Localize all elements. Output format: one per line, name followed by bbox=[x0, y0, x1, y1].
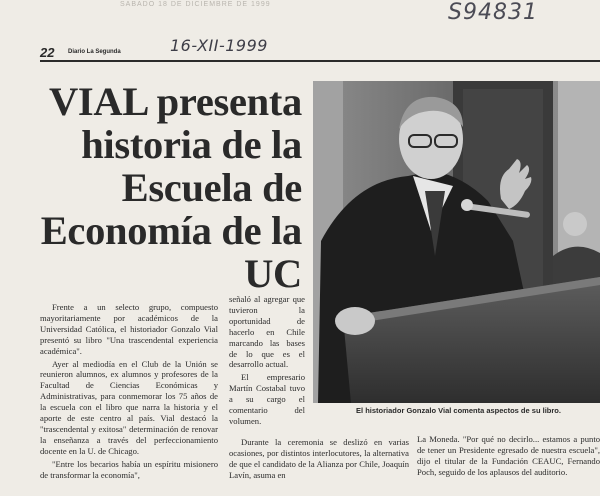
photo-caption: El historiador Gonzalo Vial comenta aspectos de su libro. bbox=[356, 406, 561, 415]
header-rule bbox=[40, 60, 600, 62]
paragraph: Frente a un selecto grupo, compuesto mayoritariamente por académicos de la Universidad Católica, el historiador Gonzalo Vial presentó su libro "Una trascendental experiencia académica". bbox=[40, 302, 218, 356]
paper-name: Diario La Segunda bbox=[68, 49, 121, 55]
headline: VIAL presenta historia de la Escuela de Economía de la UC bbox=[40, 79, 302, 296]
paragraph: señaló al agregar que tuvieron la oportunidad de hacerlo en Chile marcando las bases de lo que es el desarrollo actual. bbox=[229, 294, 305, 370]
paragraph: Ayer al mediodía en el Club de la Unión se reunieron alumnos, ex alumnos y profesores de la Facultad de Ciencias Económicas y Administrativas, para conmemorar los 75 años de la escuela con el libro que narra la historia y el aporte de este centro al país. Vial destacó la "trascendental y exitosa" determinación de renovar la enseñanza a través del perfeccionamiento docente en la U. de Chicago. bbox=[40, 358, 218, 456]
article-photo bbox=[313, 81, 600, 403]
article-column-3 bbox=[417, 434, 600, 480]
paragraph: "Entre los becarios había un espíritu misionero de transformar la economía", bbox=[40, 458, 218, 480]
article-column-1 bbox=[40, 302, 218, 483]
article-column-2 bbox=[229, 294, 305, 429]
article-column-2-lower bbox=[229, 437, 409, 483]
paragraph: La Moneda. "Por qué no decirlo... estamos a punto de tener un Presidente egresado de nuestra escuela", dijo el titular de la Fundación CEAUC, Fernando Poch, seguido de los aplausos del auditorio. bbox=[417, 434, 600, 477]
paragraph: Durante la ceremonia se deslizó en varias ocasiones, por distintos interlocutores, la alternativa de que el candidato de la Alianza por Chile, Joaquín Lavín, asuma en bbox=[229, 437, 409, 480]
paragraph: El empresario Martín Costabal tuvo a su cargo el comentario del volumen. bbox=[229, 372, 305, 426]
handwritten-date: 16-XII-1999 bbox=[170, 36, 268, 55]
page-number: 22 bbox=[40, 45, 55, 60]
faint-header-text: SABADO 18 DE DICIEMBRE DE 1999 bbox=[120, 1, 271, 8]
archive-number: S94831 bbox=[448, 0, 538, 25]
